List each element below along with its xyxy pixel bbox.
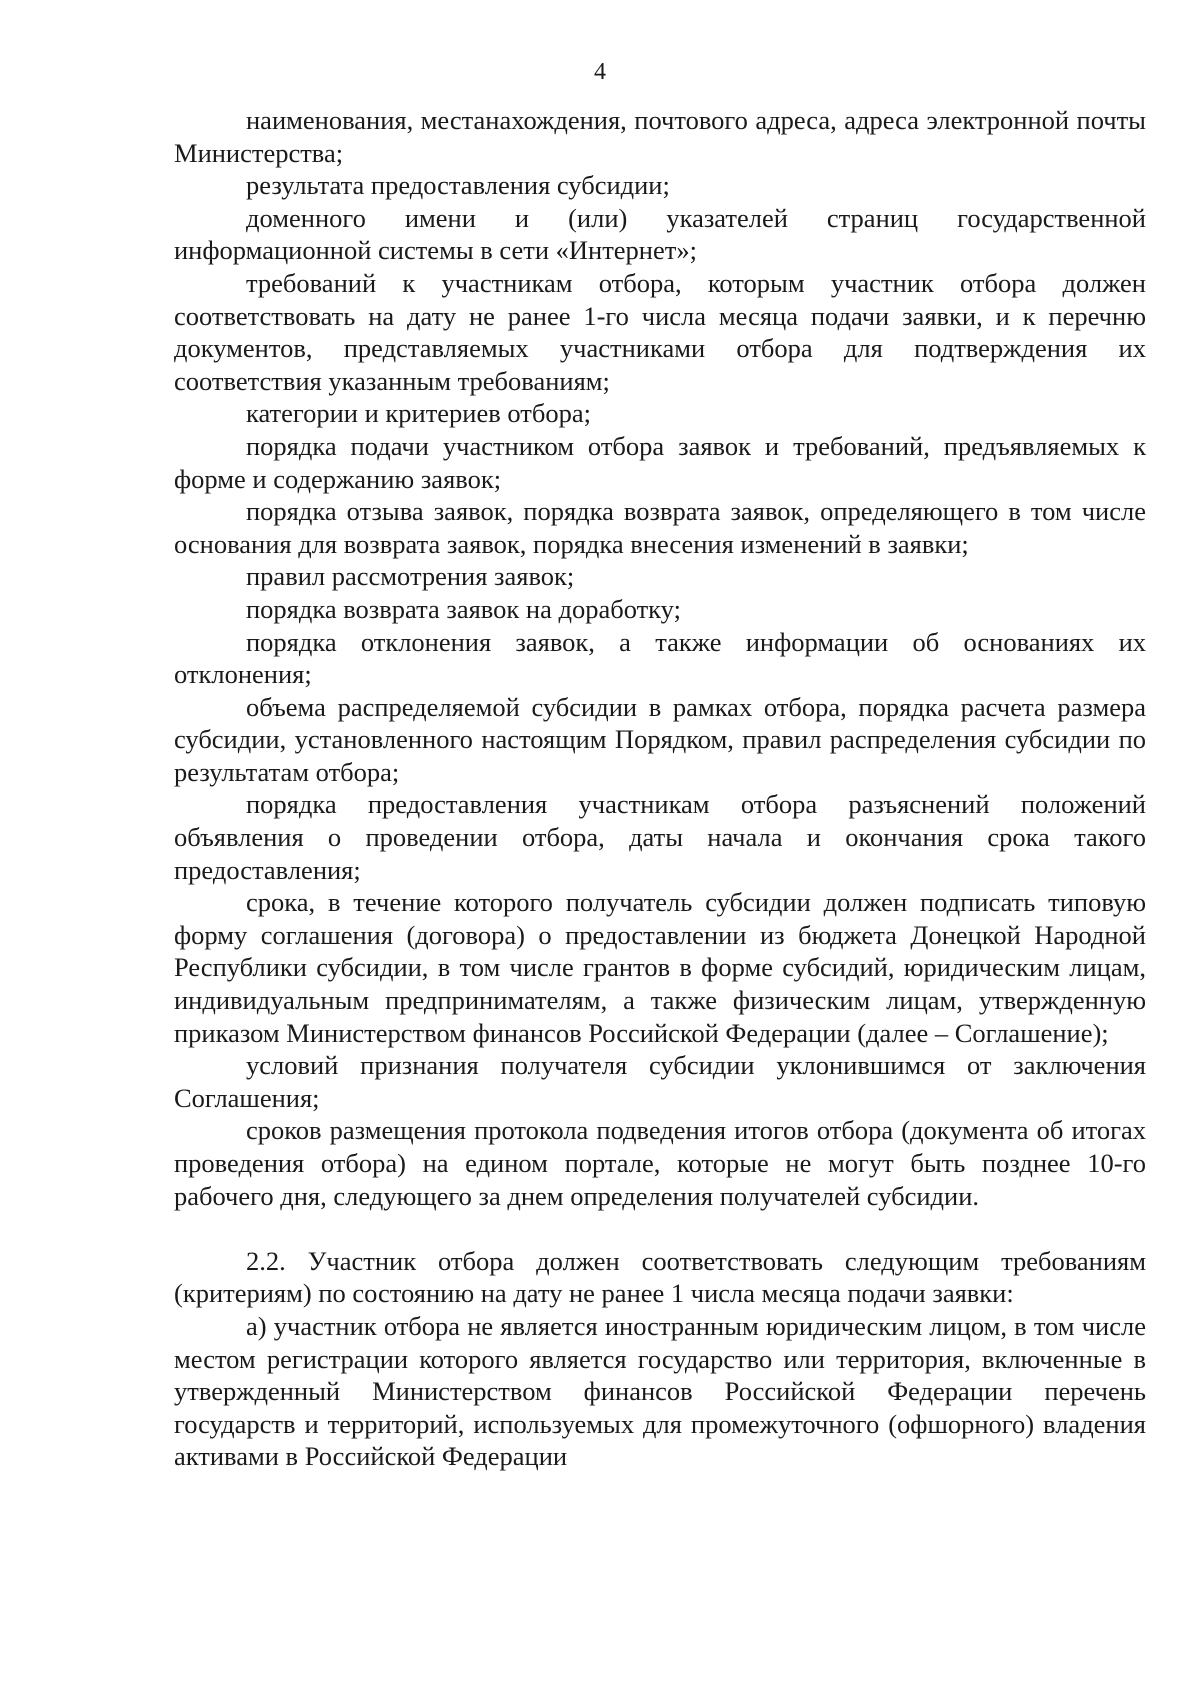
paragraph-11: объема распределяемой субсидии в рамках отбора, порядка расчета размера субсидии, установленного настоящим Порядком, правил распределения субсидии по результатам отбора;	[174, 691, 1146, 787]
paragraph-12: порядка предоставления участникам отбора разъяснений положений объявления о проведении отбора, даты начала и окончания срока такого предоставления;	[174, 789, 1146, 885]
paragraph-10: порядка отклонения заявок, а также информации об основаниях их отклонения;	[174, 626, 1146, 690]
paragraph-5: категории и критериев отбора;	[246, 398, 591, 429]
paragraph-2: результата предоставления субсидии;	[246, 170, 670, 201]
section-2-2-paragraph: 2.2. Участник отбора должен соответствовать следующим требованиям (критериям) по состоянию на дату не ранее 1 числа месяца подачи заявки:	[174, 1245, 1146, 1309]
paragraph-14: условий признания получателя субсидии уклонившимся от заключения Соглашения;	[174, 1050, 1146, 1113]
paragraph-4: требований к участникам отбора, которым участник отбора должен соответствовать на дату не ранее 1-го числа месяца подачи заявки, и к перечню документов, представляемых участниками отбора для подтверждения их соответствия указанным требованиям;	[174, 267, 1146, 396]
paragraph-9: порядка возврата заявок на доработку;	[246, 593, 681, 624]
paragraph-13: срока, в течение которого получатель субсидии должен подписать типовую форму соглашения (договора) о предоставлении из бюджета Донецкой Народной Республики субсидии, в том числе грантов в форме субсидий, юридическим лицам, индивидуальным предпринимателям, а также физическим лицам, утвержденную приказом Министерством финансов Российской Федерации (далее – Соглашение);	[174, 887, 1146, 1048]
document-body	[174, 104, 1146, 1473]
paragraph-7: порядка отзыва заявок, порядка возврата заявок, определяющего в том числе основания для возврата заявок, порядка внесения изменений в заявки;	[174, 496, 1146, 559]
paragraph-6: порядка подачи участником отбора заявок и требований, предъявляемых к форме и содержанию заявок;	[174, 430, 1146, 494]
page-number: 4	[594, 59, 606, 85]
paragraph-3: доменного имени и (или) указателей страниц государственной информационной системы в сети «Интернет»;	[174, 202, 1146, 266]
paragraph-1: наименования, местанахождения, почтового адреса, адреса электронной почты Министерства;	[174, 105, 1146, 168]
paragraph-8: правил рассмотрения заявок;	[246, 561, 575, 592]
paragraph-15: сроков размещения протокола подведения итогов отбора (документа об итогах проведения отбора) на едином портале, которые не могут быть позднее 10-го рабочего дня, следующего за днем определения получателей субсидии.	[174, 1115, 1146, 1211]
item-a-paragraph: а) участник отбора не является иностранным юридическим лицом, в том числе местом регистрации которого является государство или территория, включенные в утвержденный Министерством финансов Российской Федерации перечень государств и территорий, используемых для промежуточного (офшорного) владения активами в Российской Федерации	[174, 1310, 1146, 1472]
